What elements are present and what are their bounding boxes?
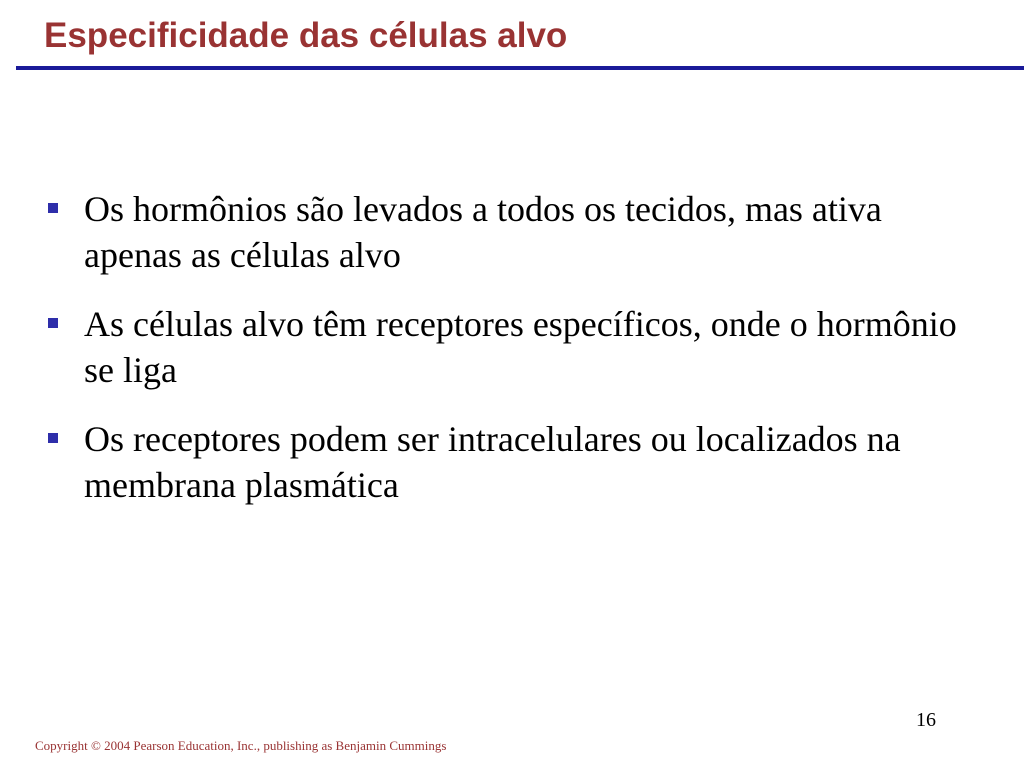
title-divider [16,66,1024,70]
bullet-item [44,301,974,393]
square-bullet-icon [48,433,58,443]
bullet-text: As células alvo têm receptores específicos, onde o hormônio se liga [84,304,957,390]
bullet-list [44,186,974,531]
square-bullet-icon [48,318,58,328]
bullet-text: Os receptores podem ser intracelulares ou localizados na membrana plasmática [84,419,901,505]
square-bullet-icon [48,203,58,213]
copyright-notice: Copyright © 2004 Pearson Education, Inc., publishing as Benjamin Cummings [35,738,447,753]
bullet-item [44,186,974,278]
page-number: 16 [916,709,936,731]
slide-title: Especificidade das células alvo [44,16,568,55]
bullet-text: Os hormônios são levados a todos os tecidos, mas ativa apenas as células alvo [84,189,882,275]
bullet-item [44,416,974,508]
